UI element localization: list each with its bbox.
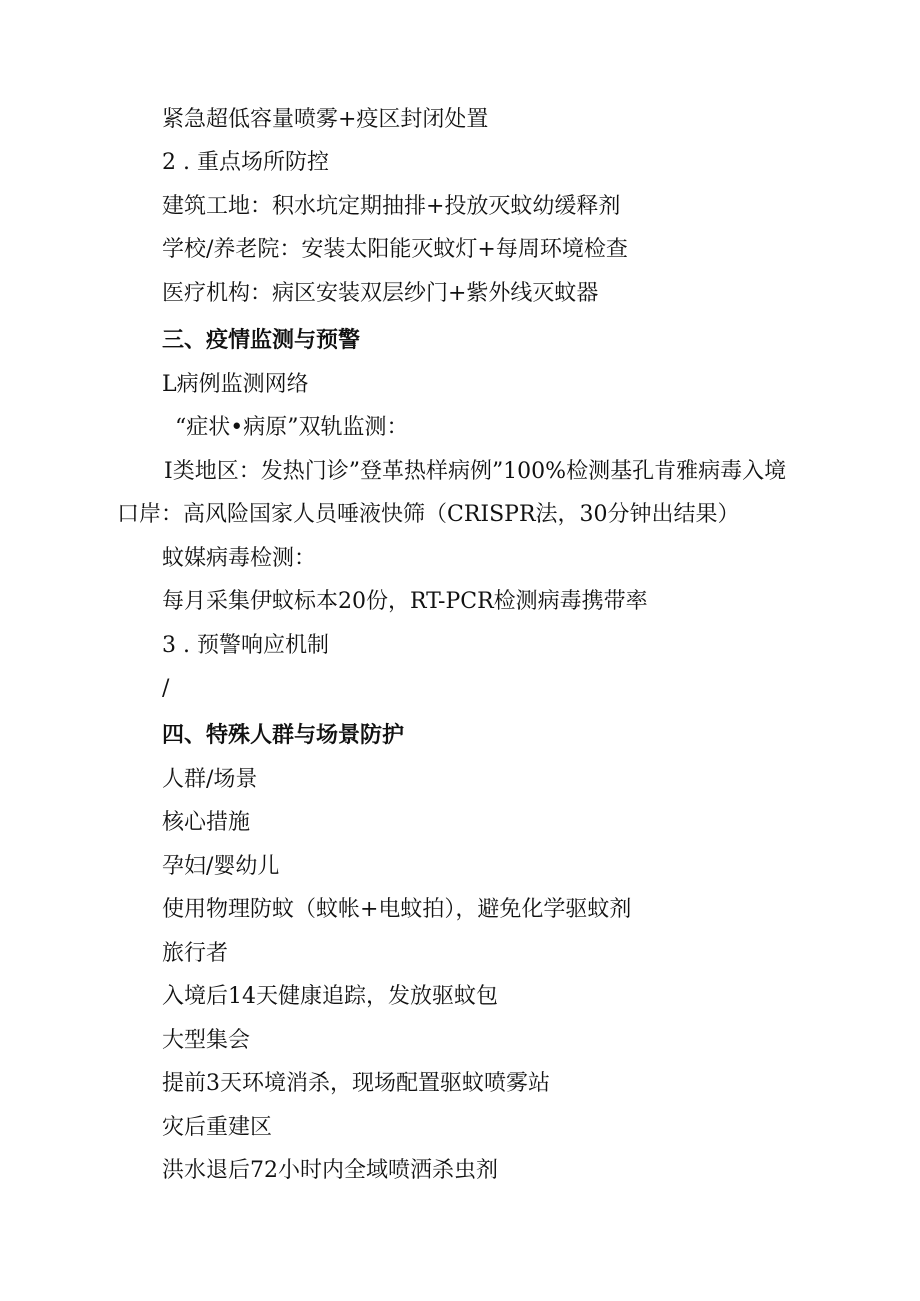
text-line: 每月采集伊蚊标本20份，RT-PCR检测病毒携带率 — [162, 589, 648, 614]
text-line: 紧急超低容量喷雾+疫区封闭处置 — [162, 107, 489, 132]
text-line: 使用物理防蚊（蚊帐+电蚊拍），避免化学驱蚊剂 — [162, 897, 632, 922]
section-heading: 四、特殊人群与场景防护 — [162, 723, 405, 748]
text-line: 洪水退后72小时内全域喷洒杀虫剂 — [162, 1158, 498, 1183]
text-line: 提前3天环境消杀，现场配置驱蚊喷雾站 — [162, 1071, 550, 1096]
text-line: 口岸：高风险国家人员唾液快筛（CRISPR法，30分钟出结果） — [117, 502, 740, 527]
text-line: 学校/养老院：安装太阳能灭蚊灯+每周环境检查 — [162, 237, 628, 262]
text-line: 建筑工地：积水坑定期抽排+投放灭蚊幼缓释剂 — [162, 194, 621, 219]
text-line: 旅行者 — [162, 941, 229, 966]
subsection-heading: 3 . 预警响应机制 — [162, 633, 329, 658]
text-line: 人群/场景 — [162, 767, 258, 792]
text-line: 医疗机构：病区安装双层纱门+紫外线灭蚊器 — [162, 281, 599, 306]
text-line: I类地区：发热门诊”登革热样病例”100%检测基孔肯雅病毒入境 — [164, 459, 787, 484]
text-line: “症状•病原”双轨监测： — [175, 415, 409, 440]
subsection-heading: L病例监测网络 — [162, 372, 309, 397]
text-line: 蚊媒病毒检测： — [162, 546, 317, 571]
text-line: 孕妇/婴幼儿 — [162, 854, 280, 879]
text-line: 灾后重建区 — [162, 1115, 273, 1140]
text-line: / — [162, 676, 170, 701]
section-heading: 三、疫情监测与预警 — [162, 328, 361, 353]
subsection-heading: 2 . 重点场所防控 — [162, 150, 329, 175]
text-line: 入境后14天健康追踪，发放驱蚊包 — [162, 984, 498, 1009]
text-line: 核心措施 — [162, 810, 251, 835]
text-line: 大型集会 — [162, 1028, 251, 1053]
